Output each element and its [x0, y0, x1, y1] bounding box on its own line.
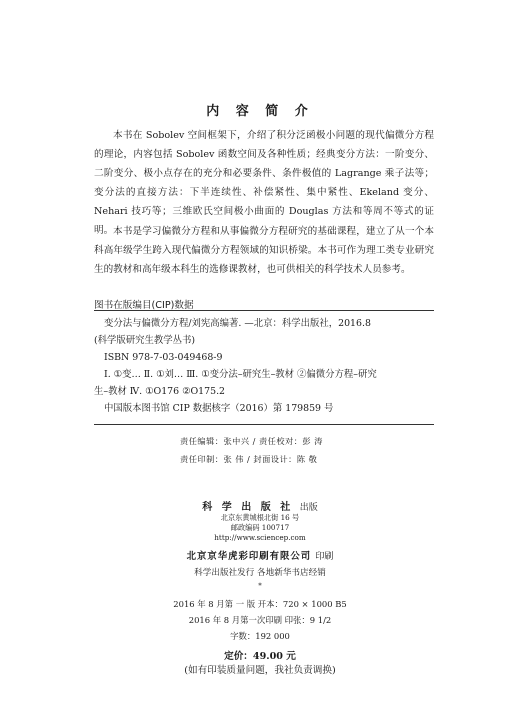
cip-title-line: 变分法与偏微分方程/刘宪高编著. —北京：科学出版社，2016.8: [104, 318, 371, 329]
publisher-address: 北京东黄城根北街 16 号: [220, 513, 300, 522]
separator-star: *: [258, 582, 262, 590]
cip-subject-line: Ⅰ. ①变… Ⅱ. ①刘… Ⅲ. ①变分法–研究生–教材 ②偏微分方程–研究: [104, 369, 377, 380]
printing-line: 2016 年 8 月第一次印刷 印张：9 1/2: [188, 615, 332, 625]
summary-paragraph-1: 本书在 Sobolev 空间框架下，介绍了积分泛函极小问题的现代偏微分方程的理论，内容包括 Sobolev 函数空间及各种性质；经典变分方法：一阶变分、二阶变分、极小点存在的充分和必要条件、条件极值的 Lagrange 乘子法等；变分法的直接方法：下半连续性、补偿紧性、集中紧性、Ekeland 变分、Nehari 技巧等；三维欧氏空间极小曲面的 Douglas 方法和等周不等式的证明。: [94, 130, 434, 236]
cip-subject-continuation: 生–教材 Ⅳ. ①O176 ②O175.2: [94, 386, 226, 397]
publisher-postcode: 邮政编码 100717: [230, 523, 290, 532]
production-credits: 责任印制：张 伟 / 封面设计：陈 敬: [180, 454, 318, 464]
quality-notice: (如有印装质量问题，我社负责调换): [184, 665, 336, 676]
summary-paragraph-2: 本书是学习偏微分方程和从事偏微分方程研究的基础课程，建立了从一个本科高年级学生跨入现代偏微分方程领域的知识桥梁。本书可作为理工类专业研究生的教材和高年级本科生的选修课教材，也可供相关的科学技术人员参考。: [94, 226, 434, 275]
editor-credits: 责任编辑：张中兴 / 责任校对：彭 涛: [180, 436, 323, 446]
publisher-website: http://www.sciencep.com: [214, 533, 306, 542]
cip-series-line: (科学版研究生教学丛书): [94, 335, 196, 346]
printer-name-text: 北京京华虎彩印刷有限公司: [186, 551, 312, 562]
summary-title: 内 容 简 介: [206, 104, 314, 119]
publisher-name-text: 科 学 出 版 社: [202, 502, 294, 513]
publisher-suffix: 出版: [299, 503, 318, 513]
price: 定价：49.00 元: [224, 651, 296, 662]
cip-heading: 图书在版编目(CIP)数据: [94, 300, 194, 311]
cip-bottom-divider: [94, 424, 434, 425]
distribution-line: 科学出版社发行 各地新华书店经销: [194, 568, 326, 578]
cip-isbn-line: ISBN 978-7-03-049468-9: [104, 352, 223, 363]
cip-record-number: 中国版本图书馆 CIP 数据核字（2016）第 179859 号: [104, 403, 334, 414]
edition-line: 2016 年 8 月第 一 版 开本：720 × 1000 B5: [173, 599, 347, 609]
printer-suffix: 印刷: [315, 552, 334, 562]
publisher-name: [0, 498, 520, 513]
printer-name: [0, 548, 520, 562]
cip-top-divider: [94, 310, 434, 311]
word-count: 字数：192 000: [230, 631, 290, 641]
